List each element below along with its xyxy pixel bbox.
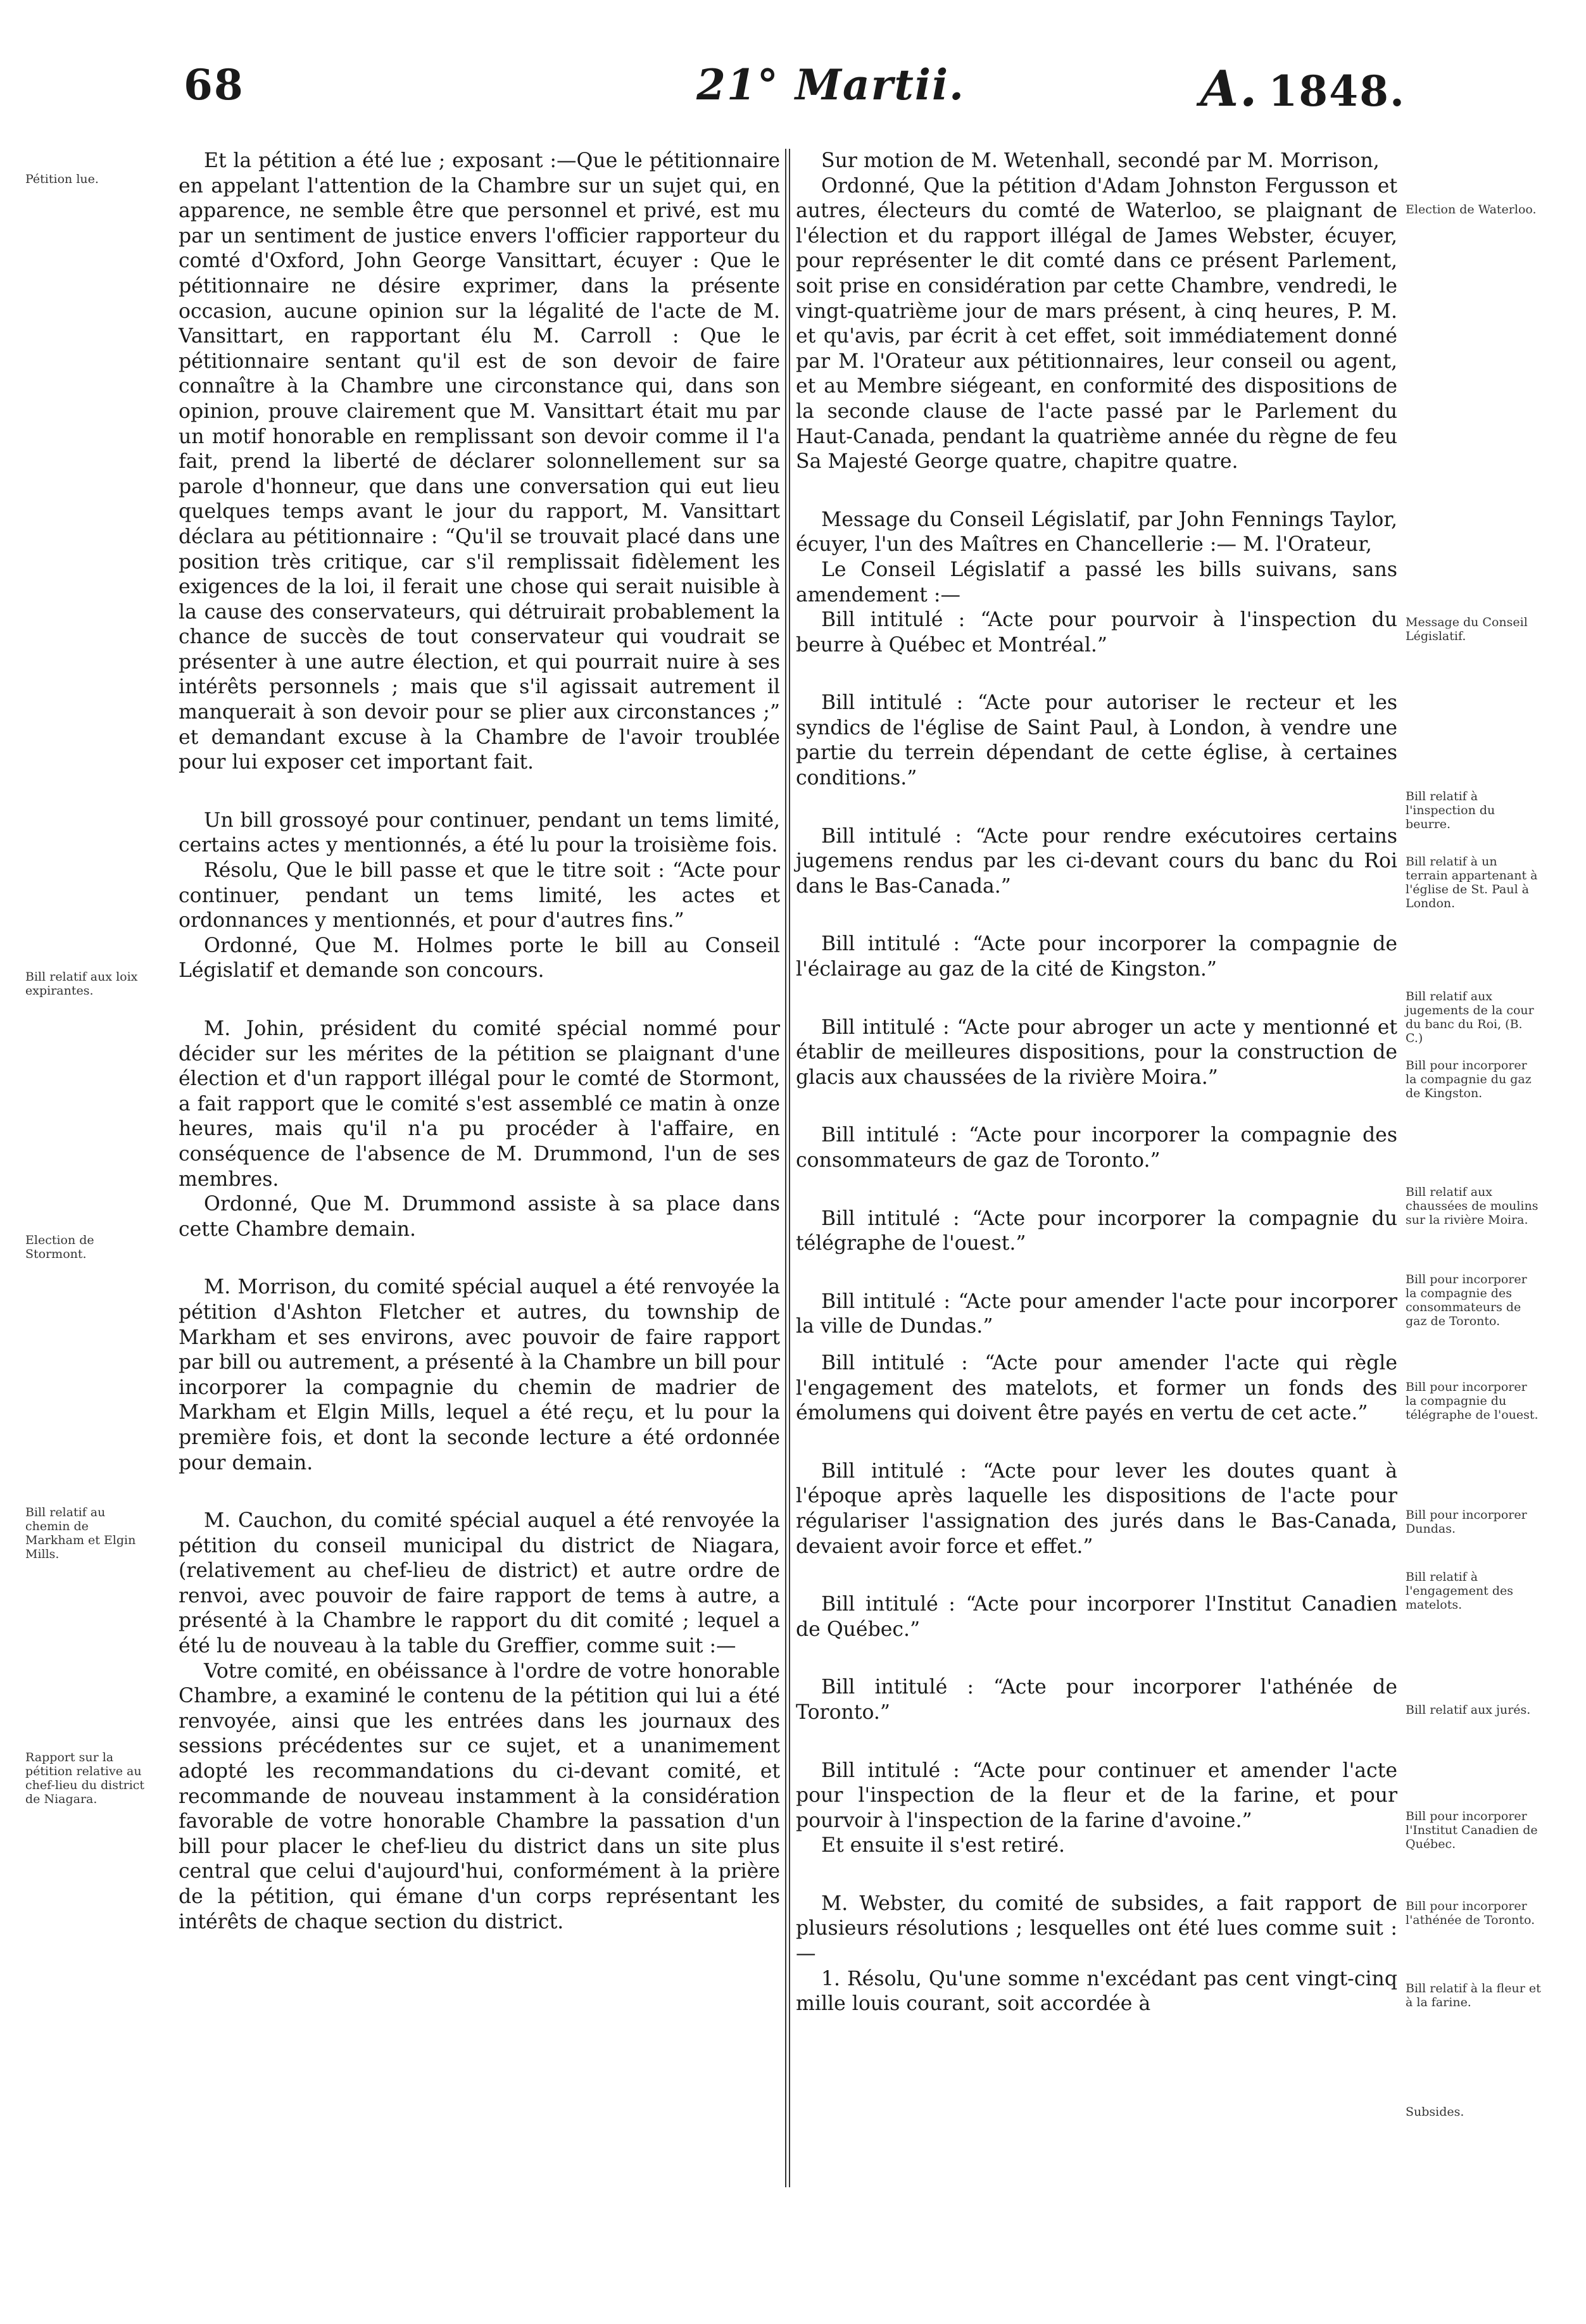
page-header	[184, 60, 1406, 123]
margin-note: Bill relatif à l'engagement des matelots.	[1406, 1570, 1514, 1612]
paragraph: Bill intitulé : “Acte pour amender l'acte pour incorporer la ville de Dundas.”	[796, 1290, 1397, 1338]
paragraph: M. Morrison, du comité spécial auquel a été renvoyée la pétition d'Ashton Fletcher et autres, du township de Markham et ses environs, avec pouvoir de faire rapport par bill ou autrement, a présenté à la Chambre un bill pour incorporer la compagnie du chemin de madrier de Markham et Elgin Mills, lequel a été reçu, et lu pour la première fois, et dont la seconde lecture a été ordonnée pour demain.	[179, 1276, 780, 1474]
paragraph: Bill intitulé : “Acte pour incorporer l'Institut Canadien de Québec.”	[796, 1593, 1397, 1641]
margin-note: Bill relatif à un terrain appartenant à l'église de St. Paul à London.	[1406, 855, 1538, 910]
margin-note: Bill pour incorporer la compagnie du gaz de Kingston.	[1406, 1058, 1532, 1100]
paragraph: Et ensuite il s'est retiré.	[821, 1834, 1066, 1857]
margin-note: Bill relatif aux loix expirantes.	[25, 970, 138, 998]
era-mark: A.	[1200, 60, 1259, 118]
left-column	[179, 149, 780, 1935]
paragraph: Résolu, Que le bill passe et que le titre soit : “Acte pour continuer, pendant un tems limité, les actes et ordonnances y mentionnés, et pour d'autres fins.”	[179, 859, 780, 933]
paragraph: Bill intitulé : “Acte pour lever les doutes quant à l'époque après laquelle les dispositions de l'acte pour régulariser l'assignation des jurés dans le Bas-Canada, devaient avoir force et effet.”	[796, 1459, 1397, 1558]
margin-note: Bill pour incorporer l'Institut Canadien de Québec.	[1406, 1809, 1538, 1851]
margin-note: Bill relatif à la fleur et à la farine.	[1406, 1982, 1541, 2009]
margin-note: Bill pour incorporer la compagnie du télégraphe de l'ouest.	[1406, 1380, 1539, 1422]
paragraph: Bill intitulé : “Acte pour rendre exécutoires certains jugemens rendus par les ci-devant cours du banc du Roi dans le Bas-Canada.”	[796, 824, 1397, 898]
paragraph: Bill intitulé : “Acte pour incorporer l'athénée de Toronto.”	[796, 1676, 1397, 1724]
page-number: 68	[184, 60, 244, 110]
paragraph: Et la pétition a été lue ; exposant :—Que le pétitionnaire en appelant l'attention de la Chambre sur un sujet qui, en apparence, ne semble être que personnel et privé, est mu par un sentiment de justice envers l'officier rapporteur du comté d'Oxford, John George Vansittart, écuyer : Que le pétitionnaire ne désire exprimer, dans la présente occasion, aucune opinion sur la légalité de l'acte de M. Vansittart, en rapportant élu M. Carroll : Que le pétitionnaire sentant qu'il est de son devoir de faire connaître à la Chambre une circonstance qui, dans son opinion, prouve clairement que M. Vansittart était mu par un motif honorable en remplissant son devoir comme il l'a fait, prend la liberté de déclarer solonnellement sur sa parole d'honneur, que dans une conversation qui eut lieu quelques temps avant le jour du rapport, M. Vansittart déclara au pétitionnaire : “Qu'il se trouvait placé dans une position très critique, car s'il remplissait fidèlement les exigences de la loi, il ferait une chose qui serait nuisible à la cause des conservateurs, qui détruirait probablement la chance de succès de tout conservateur qui voudrait se présenter à une autre élection, et qui pourrait nuire à ses intérêts personnels ; mais que s'il agissait autrement il manquerait à son devoir pour se plier aux circonstances ;” et demandant excuse à la Chambre de l'avoir troublée pour lui exposer cet important fait.	[179, 149, 780, 774]
margin-note: Bill relatif aux jugements de la cour du banc du Roi, (B. C.)	[1406, 989, 1534, 1045]
paragraph: Bill intitulé : “Acte pour continuer et amender l'acte pour l'inspection de la fleur et de la farine, et pour pourvoir à l'inspection de la farine d'avoine.”	[796, 1759, 1397, 1832]
paragraph: Ordonné, Que la pétition d'Adam Johnston Fergusson et autres, électeurs du comté de Waterloo, se plaignant de l'élection et du rapport illégal de James Webster, écuyer, pour représenter le dit comté dans ce présent Parlement, soit prise en considération par cette Chambre, vendredi, le vingt-quatrième jour de mars présent, à cinq heures, P. M. et qu'avis, par écrit à cet effet, soit immédiatement donné par M. l'Orateur aux pétitionnaires, leur conseil ou agent, et au Membre siégeant, en conformité des dispositions de la seconde clause de l'acte passé par le Parlement du Haut-Canada, pendant la quatrième année du règne de feu Sa Majesté George quatre, chapitre quatre.	[796, 174, 1397, 474]
paragraph: Le Conseil Législatif a passé les bills suivans, sans amendement :—	[796, 558, 1397, 606]
margin-note: Bill relatif aux jurés.	[1406, 1703, 1531, 1717]
paragraph: Votre comité, en obéissance à l'ordre de votre honorable Chambre, a examiné le contenu de la pétition qui lui a été renvoyée, ainsi que les entrées dans les journaux des sessions précédentes sur ce sujet, et a unanimement adopté les recommandations du ci-devant comité, et recommande de nouveau instamment à la considération favorable de votre honorable Chambre la passation d'un bill pour placer le chef-lieu du district dans un site plus central que celui d'aujourd'hui, conformément à la prière de la pétition, qui émane d'un corps représentant les intérêts de chaque section du district.	[179, 1659, 780, 1933]
paragraph: Bill intitulé : “Acte pour pourvoir à l'inspection du beurre à Québec et Montréal.”	[796, 608, 1397, 656]
margin-note: Bill pour incorporer la compagnie des consommateurs de gaz de Toronto.	[1406, 1272, 1527, 1328]
margin-note: Bill pour incorporer l'athénée de Toronto.	[1406, 1899, 1535, 1927]
page-date: 21° Martii.	[696, 60, 966, 110]
margin-note: Subsides.	[1406, 2105, 1464, 2119]
paragraph: Un bill grossoyé pour continuer, pendant un tems limité, certains actes y mentionnés, a été lu pour la troisième fois.	[179, 808, 780, 857]
paragraph: Message du Conseil Législatif, par John Fennings Taylor, écuyer, l'un des Maîtres en Chancellerie :— M. l'Orateur,	[796, 508, 1397, 556]
paragraph: M. Johin, président du comité spécial nommé pour décider sur les mérites de la pétition se plaignant d'une élection et d'un rapport illégal pour le comté de Stormont, a fait rapport que le comité s'est assemblé ce matin à onze heures, mais qu'il n'a pu procéder à l'affaire, en conséquence de l'absence de M. Drummond, l'un de ses membres.	[179, 1017, 780, 1191]
paragraph: Ordonné, Que M. Drummond assiste à sa place dans cette Chambre demain.	[179, 1193, 780, 1241]
margin-note: Bill relatif aux chaussées de moulins sur la rivière Moira.	[1406, 1185, 1539, 1227]
margin-note: Rapport sur la pétition relative au chef-lieu du district de Niagara.	[25, 1750, 145, 1806]
page-year	[1200, 60, 1406, 118]
paragraph: Bill intitulé : “Acte pour incorporer la compagnie des consommateurs de gaz de Toronto.”	[796, 1124, 1397, 1172]
right-column	[796, 149, 1397, 2017]
margin-note: Pétition lue.	[25, 172, 99, 186]
margin-note: Bill pour incorporer Dundas.	[1406, 1508, 1527, 1536]
paragraph: 1. Résolu, Qu'une somme n'excédant pas cent vingt-cinq mille louis courant, soit accordée à	[796, 1967, 1397, 2016]
paragraph: Bill intitulé : “Acte pour abroger un acte y mentionné et établir de meilleures dispositions, pour la construction de glacis aux chaussées de la rivière Moira.”	[796, 1015, 1397, 1089]
margin-note: Election de Stormont.	[25, 1233, 94, 1261]
paragraph: Bill intitulé : “Acte pour amender l'acte qui règle l'engagement des matelots, et former un fonds des émolumens qui doivent être payés en vertu de cet acte.”	[796, 1351, 1397, 1425]
paragraph: Ordonné, Que M. Holmes porte le bill au Conseil Législatif et demande son concours.	[179, 934, 780, 983]
paragraph: Bill intitulé : “Acte pour autoriser le recteur et les syndics de l'église de Saint Paul, à London, à vendre une partie du terrein dépendant de cette église, à certaines conditions.”	[796, 691, 1397, 790]
margin-note: Election de Waterloo.	[1406, 203, 1537, 217]
paragraph: Sur motion de M. Wetenhall, secondé par M. Morrison,	[821, 149, 1380, 172]
paragraph: M. Webster, du comité de subsides, a fait rapport de plusieurs résolutions ; lesquelles ont été lues comme suit :—	[796, 1892, 1397, 1966]
margin-note: Bill relatif à l'inspection du beurre.	[1406, 789, 1495, 831]
paragraph: Bill intitulé : “Acte pour incorporer la compagnie de l'éclairage au gaz de la cité de Kingston.”	[796, 933, 1397, 981]
column-divider	[785, 149, 790, 2187]
margin-note: Bill relatif au chemin de Markham et Elgin Mills.	[25, 1505, 136, 1561]
year-number: 1848.	[1268, 66, 1406, 116]
paragraph: Bill intitulé : “Acte pour incorporer la compagnie du télégraphe de l'ouest.”	[796, 1207, 1397, 1255]
paragraph: M. Cauchon, du comité spécial auquel a été renvoyée la pétition du conseil municipal du district de Niagara, (relativement au chef-lieu de district) et autre ordre de renvoi, avec pouvoir de faire rapport de tems à autre, a présenté à la Chambre le rapport du dit comité ; lequel a été lu de nouveau à la table du Greffier, comme suit :—	[179, 1509, 780, 1658]
margin-note: Message du Conseil Législatif.	[1406, 615, 1528, 643]
